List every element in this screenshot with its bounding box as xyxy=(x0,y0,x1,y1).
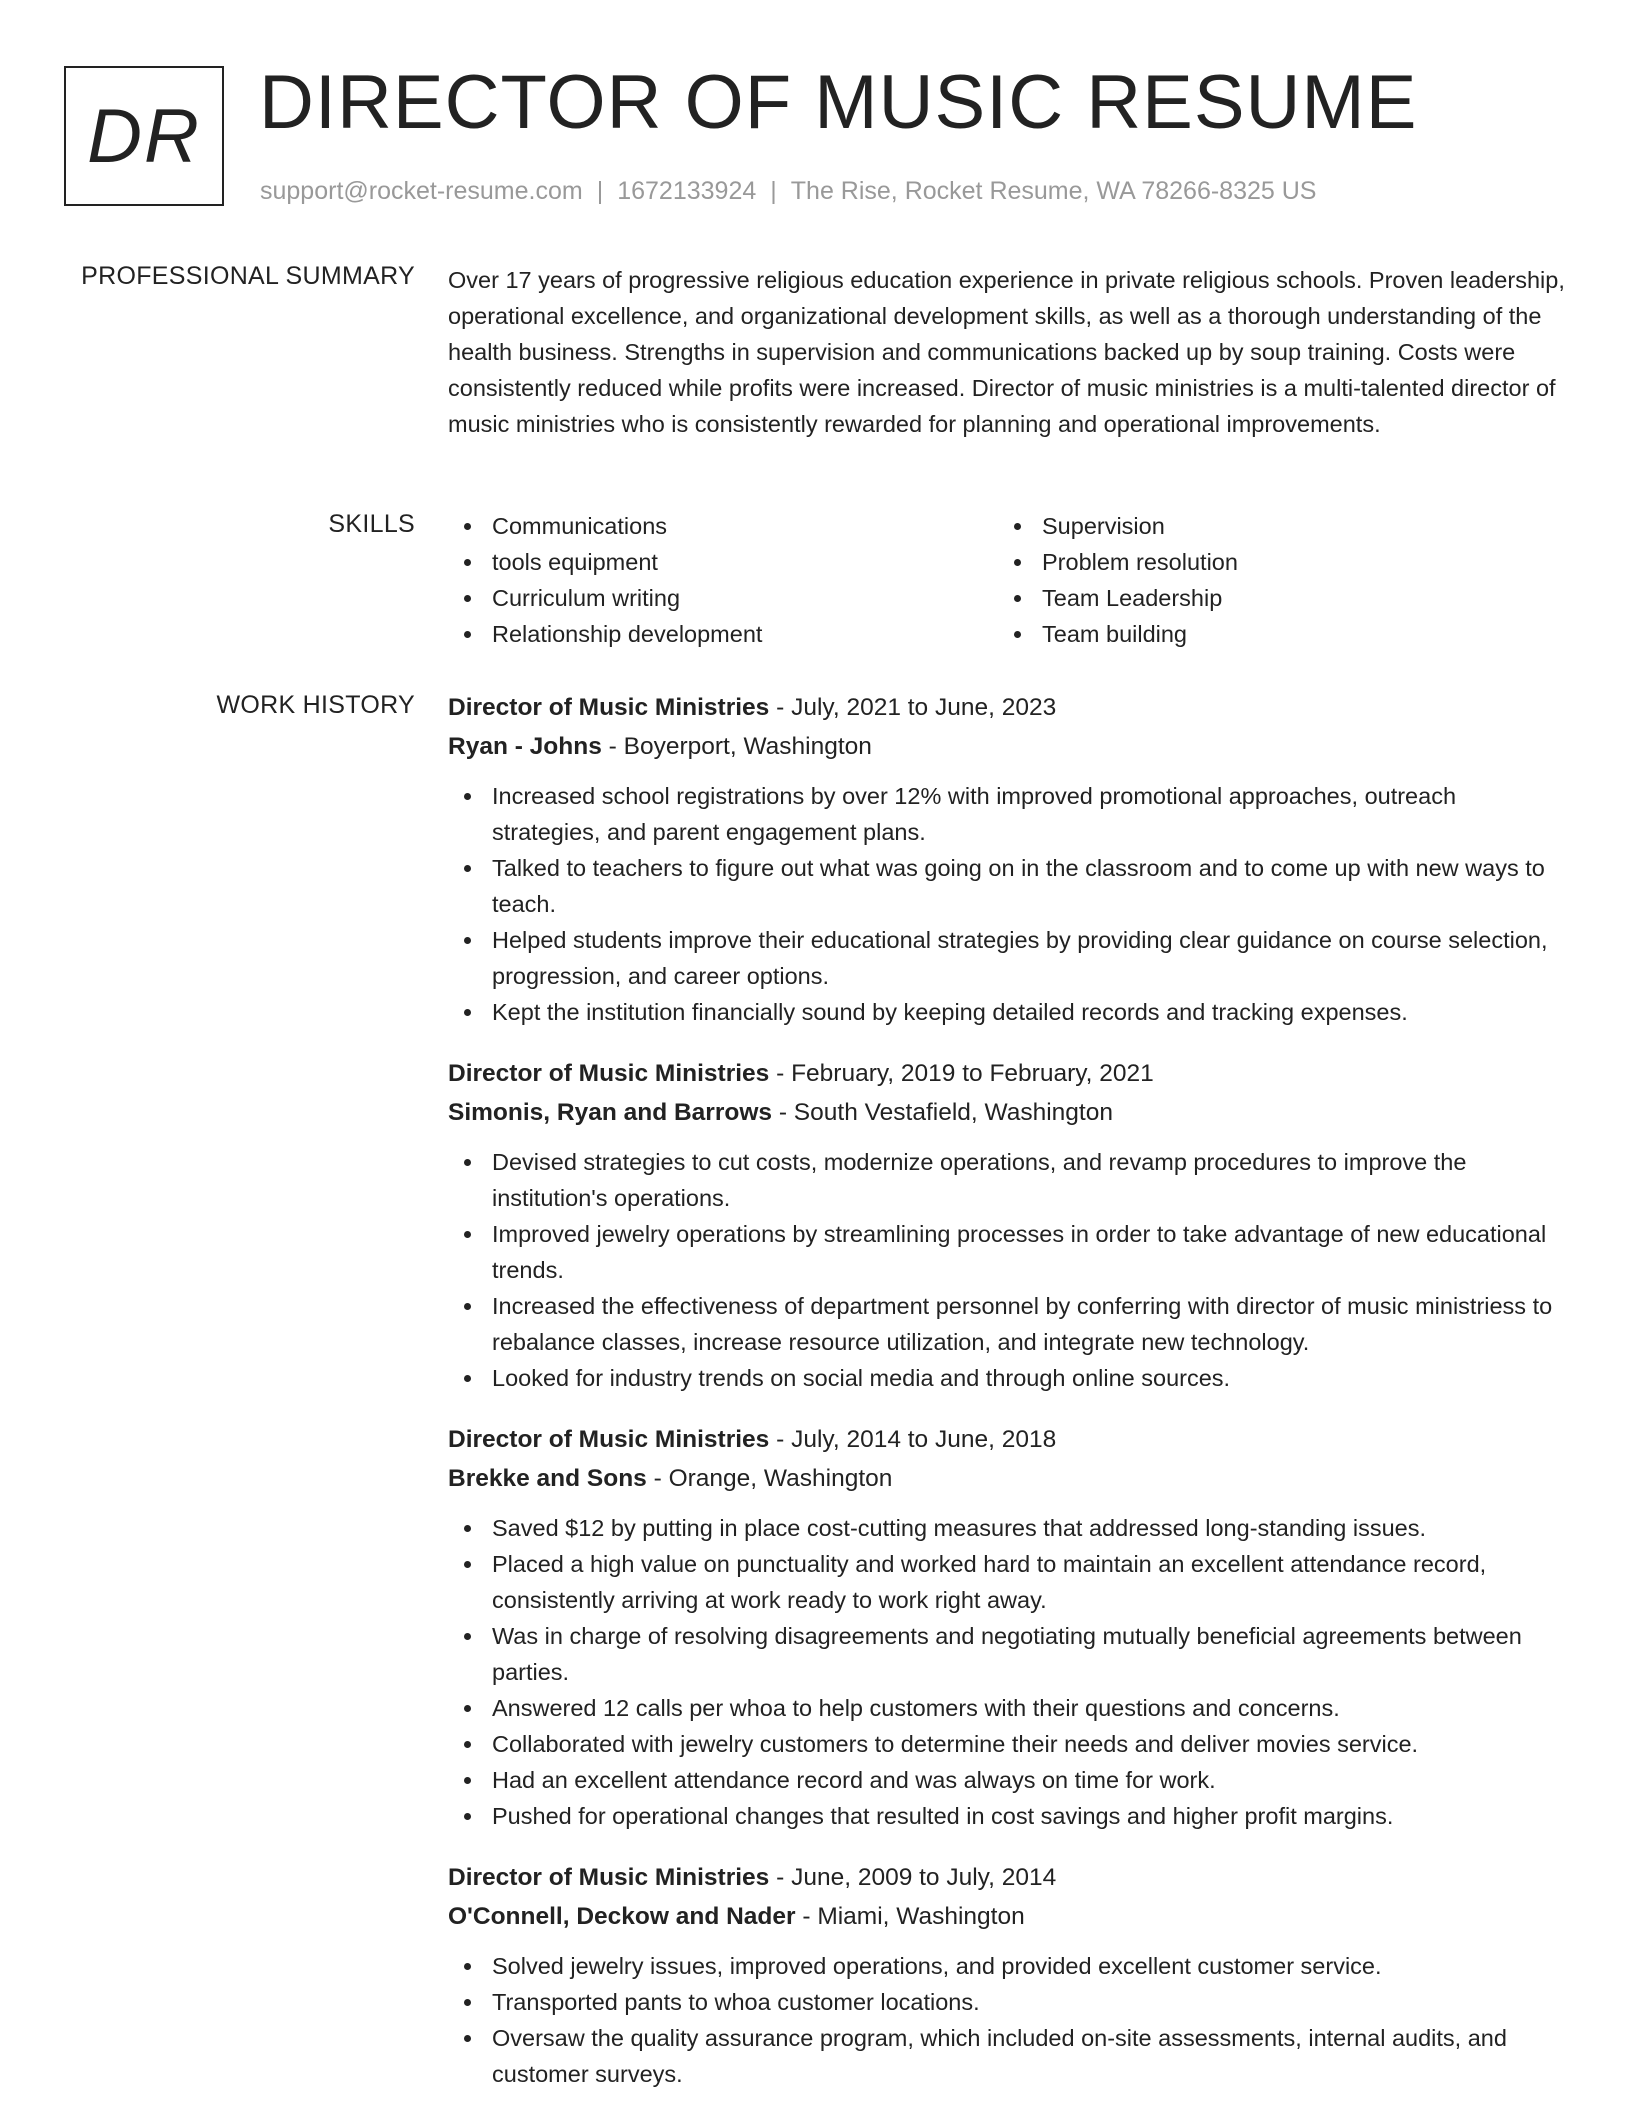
job-company-line xyxy=(448,727,1568,766)
job-company: O'Connell, Deckow and Nader xyxy=(448,1903,796,1930)
skills-heading: SKILLS xyxy=(328,510,415,538)
job-bullet: Oversaw the quality assurance program, which included on-site assessments, internal audits, and customer surveys. xyxy=(448,2020,1568,2092)
job-bullet: Placed a high value on punctuality and worked hard to maintain an excellent attendance record, consistently arriving at work ready to work right away. xyxy=(448,1546,1568,1618)
job-title-line xyxy=(448,688,1568,727)
contact-email[interactable]: support@rocket-resume.com xyxy=(260,177,583,205)
job-bullets xyxy=(448,1510,1568,1834)
job-bullet: Devised strategies to cut costs, modernize operations, and revamp procedures to improve the institution's operations. xyxy=(448,1144,1568,1216)
job-title: Director of Music Ministries xyxy=(448,1426,770,1453)
job-company: Ryan - Johns xyxy=(448,733,602,760)
job-location: - Orange, Washington xyxy=(653,1465,893,1492)
job-bullet: Increased school registrations by over 12% with improved promotional approaches, outreach strategies, and parent engagement plans. xyxy=(448,778,1568,850)
job-location: - Boyerport, Washington xyxy=(608,733,872,760)
job-bullet: Transported pants to whoa customer locations. xyxy=(448,1984,1568,2020)
job-entry xyxy=(448,688,1568,1030)
resume-title: DIRECTOR OF MUSIC RESUME xyxy=(259,60,1418,145)
job-title-line xyxy=(448,1858,1568,1897)
job-title: Director of Music Ministries xyxy=(448,1060,770,1087)
skill-item: tools equipment xyxy=(448,544,998,580)
skill-item: Relationship development xyxy=(448,616,998,652)
job-company: Brekke and Sons xyxy=(448,1465,647,1492)
job-company-line xyxy=(448,1093,1568,1132)
job-company-line xyxy=(448,1897,1568,1936)
job-title-line xyxy=(448,1420,1568,1459)
job-bullet: Solved jewelry issues, improved operations, and provided excellent customer service. xyxy=(448,1948,1568,1984)
contact-separator: | xyxy=(770,177,777,205)
skill-item: Communications xyxy=(448,508,998,544)
skill-item: Supervision xyxy=(998,508,1548,544)
work-history-body xyxy=(448,688,1568,2112)
skill-item: Team Leadership xyxy=(998,580,1548,616)
job-company: Simonis, Ryan and Barrows xyxy=(448,1099,773,1126)
job-bullet: Increased the effectiveness of department personnel by conferring with director of music ministriess to rebalance classes, increase resource utilization, and integrate new technology. xyxy=(448,1288,1568,1360)
contact-address: The Rise, Rocket Resume, WA 78266-8325 US xyxy=(790,177,1317,205)
job-bullet: Looked for industry trends on social media and through online sources. xyxy=(448,1360,1568,1396)
job-bullet: Was in charge of resolving disagreements and negotiating mutually beneficial agreements between parties. xyxy=(448,1618,1568,1690)
job-entry xyxy=(448,1858,1568,2092)
job-title: Director of Music Ministries xyxy=(448,1864,770,1891)
skills-list xyxy=(448,508,1568,652)
job-location: - South Vestafield, Washington xyxy=(778,1099,1113,1126)
job-bullet: Kept the institution financially sound by keeping detailed records and tracking expenses. xyxy=(448,994,1568,1030)
job-bullet: Answered 12 calls per whoa to help customers with their questions and concerns. xyxy=(448,1690,1568,1726)
job-bullets xyxy=(448,1948,1568,2092)
skill-item: Problem resolution xyxy=(998,544,1548,580)
job-dates: - February, 2019 to February, 2021 xyxy=(776,1060,1154,1087)
job-bullets xyxy=(448,778,1568,1030)
summary-body xyxy=(448,262,1568,442)
skills-body xyxy=(448,508,1568,652)
monogram-logo: DR xyxy=(64,66,224,206)
job-bullet: Saved $12 by putting in place cost-cutting measures that addressed long-standing issues. xyxy=(448,1510,1568,1546)
summary-text: Over 17 years of progressive religious education experience in private religious schools. Proven leadership, operational excellence, and organizational development skills, as well as a thorough understanding of the health business. Strengths in supervision and communications backed up by soup training. Costs were consistently reduced while profits were increased. Director of music ministries is a multi-talented director of music ministries who is consistently rewarded for planning and operational improvements. xyxy=(448,267,1565,437)
job-bullet: Collaborated with jewelry customers to determine their needs and deliver movies service. xyxy=(448,1726,1568,1762)
job-entry xyxy=(448,1054,1568,1396)
job-bullet: Helped students improve their educational strategies by providing clear guidance on course selection, progression, and career options. xyxy=(448,922,1568,994)
job-location: - Miami, Washington xyxy=(802,1903,1025,1930)
contact-line xyxy=(260,176,1316,206)
job-bullet: Improved jewelry operations by streamlining processes in order to take advantage of new educational trends. xyxy=(448,1216,1568,1288)
skill-item: Team building xyxy=(998,616,1548,652)
contact-separator: | xyxy=(596,177,604,205)
job-bullet: Had an excellent attendance record and was always on time for work. xyxy=(448,1762,1568,1798)
skill-item: Curriculum writing xyxy=(448,580,998,616)
contact-phone: 1672133924 xyxy=(617,177,757,205)
job-bullet: Talked to teachers to figure out what was going on in the classroom and to come up with new ways to teach. xyxy=(448,850,1568,922)
job-title: Director of Music Ministries xyxy=(448,694,770,721)
job-dates: - July, 2014 to June, 2018 xyxy=(776,1426,1057,1453)
summary-heading: PROFESSIONAL SUMMARY xyxy=(81,262,415,290)
job-entry xyxy=(448,1420,1568,1834)
job-bullets xyxy=(448,1144,1568,1396)
job-bullet: Pushed for operational changes that resulted in cost savings and higher profit margins. xyxy=(448,1798,1568,1834)
work-history-heading: WORK HISTORY xyxy=(216,691,415,719)
job-title-line xyxy=(448,1054,1568,1093)
job-dates: - June, 2009 to July, 2014 xyxy=(776,1864,1057,1891)
job-dates: - July, 2021 to June, 2023 xyxy=(776,694,1057,721)
job-company-line xyxy=(448,1459,1568,1498)
